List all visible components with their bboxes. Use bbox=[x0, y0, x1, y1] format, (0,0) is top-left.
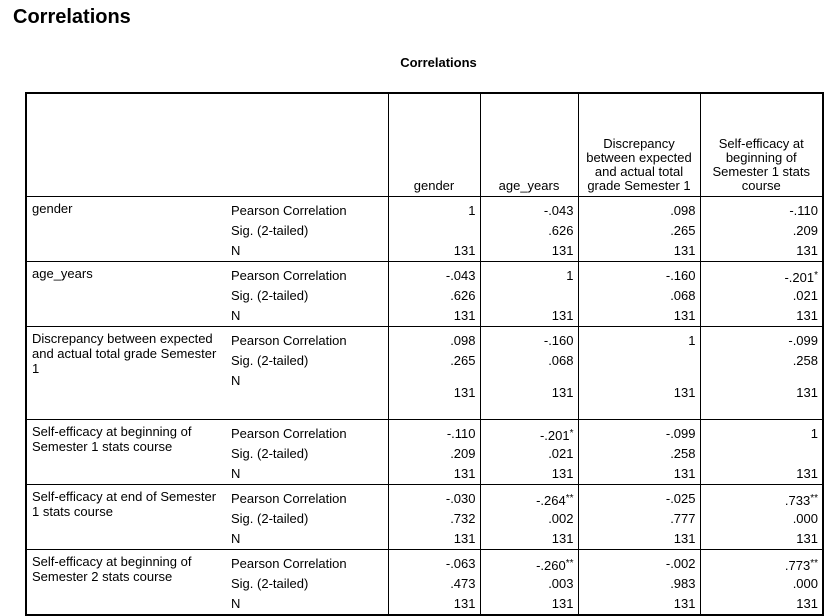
table-cell: -.260** .003 131 bbox=[480, 549, 578, 615]
table-cell: .098 .265 131 bbox=[578, 196, 700, 261]
stat-labels: Pearson Correlation Sig. (2-tailed) N bbox=[228, 549, 388, 615]
table-cell: -.110 .209 131 bbox=[388, 419, 480, 484]
table-cell: -.099 .258 131 bbox=[578, 419, 700, 484]
table-cell: -.063 .473 131 bbox=[388, 549, 480, 615]
table-row bbox=[26, 326, 823, 419]
column-header: age_years bbox=[480, 93, 578, 196]
correlations-table bbox=[25, 92, 824, 616]
table-cell: -.201* .021 131 bbox=[700, 261, 823, 326]
column-header: Self-efficacy at beginning of Semester 1 stats course bbox=[700, 93, 823, 196]
table-cell: -.201* .021 131 bbox=[480, 419, 578, 484]
row-label: Self-efficacy at beginning of Semester 2 stats course bbox=[26, 549, 228, 615]
stat-labels: Pearson Correlation Sig. (2-tailed) N bbox=[228, 326, 388, 419]
table-cell: -.043 .626 131 bbox=[480, 196, 578, 261]
header-blank bbox=[26, 93, 388, 196]
row-label: Self-efficacy at beginning of Semester 1 stats course bbox=[26, 419, 228, 484]
table-cell: -.025 .777 131 bbox=[578, 484, 700, 549]
table-cell: .733** .000 131 bbox=[700, 484, 823, 549]
stat-labels: Pearson Correlation Sig. (2-tailed) N bbox=[228, 196, 388, 261]
table-cell: -.160 .068 131 bbox=[578, 261, 700, 326]
table-cell: -.160 .068 131 bbox=[480, 326, 578, 419]
page-heading: Correlations bbox=[13, 6, 131, 28]
header-row bbox=[26, 93, 823, 196]
table-row bbox=[26, 261, 823, 326]
table-cell: -.099 .258 131 bbox=[700, 326, 823, 419]
table-cell: -.110 .209 131 bbox=[700, 196, 823, 261]
table-row bbox=[26, 484, 823, 549]
table-row bbox=[26, 419, 823, 484]
row-label: age_years bbox=[26, 261, 228, 326]
row-label: gender bbox=[26, 196, 228, 261]
column-header: Discrepancy between expected and actual total grade Semester 1 bbox=[578, 93, 700, 196]
row-label: Self-efficacy at end of Semester 1 stats course bbox=[26, 484, 228, 549]
table-cell: 1 131 bbox=[700, 419, 823, 484]
stat-labels: Pearson Correlation Sig. (2-tailed) N bbox=[228, 419, 388, 484]
row-label: Discrepancy between expected and actual total grade Semester 1 bbox=[26, 326, 228, 419]
table-title: Correlations bbox=[400, 55, 477, 70]
table-cell: .773** .000 131 bbox=[700, 549, 823, 615]
table-cell: .098 .265 131 bbox=[388, 326, 480, 419]
stat-labels: Pearson Correlation Sig. (2-tailed) N bbox=[228, 261, 388, 326]
table-cell: -.002 .983 131 bbox=[578, 549, 700, 615]
table-cell: -.264** .002 131 bbox=[480, 484, 578, 549]
table-row bbox=[26, 549, 823, 615]
table-cell: -.043 .626 131 bbox=[388, 261, 480, 326]
table-cell: 1 131 bbox=[578, 326, 700, 419]
stat-labels: Pearson Correlation Sig. (2-tailed) N bbox=[228, 484, 388, 549]
table-row bbox=[26, 196, 823, 261]
table-cell: 1 131 bbox=[480, 261, 578, 326]
table-cell: 1 131 bbox=[388, 196, 480, 261]
table-cell: -.030 .732 131 bbox=[388, 484, 480, 549]
column-header: gender bbox=[388, 93, 480, 196]
